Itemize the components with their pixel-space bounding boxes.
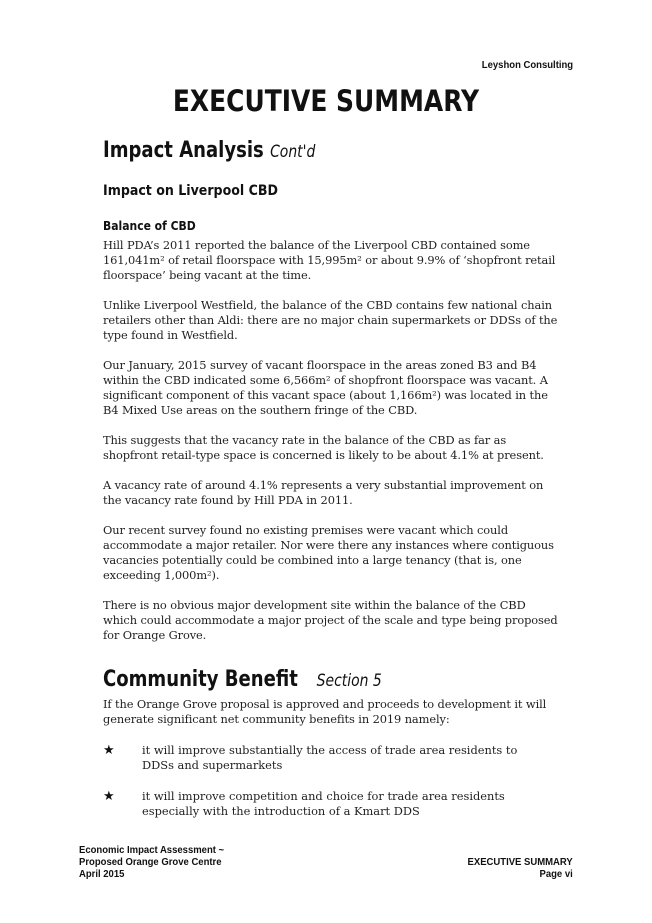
- paragraph: Our recent survey found no existing premises were vacant which could accommodate a major retailer. Nor were there any instances where contiguous vacancies potentially could be combined into a large tenancy (that is, one exceeding 1,000m²).: [103, 523, 554, 582]
- paragraph: A vacancy rate of around 4.1% represents a very substantial improvement on the vacancy rate found by Hill PDA in 2011.: [103, 478, 544, 507]
- page-title: EXECUTIVE SUMMARY: [172, 84, 480, 118]
- section-heading-text: Community Benefit: [103, 667, 298, 692]
- section-heading-community-benefit: [103, 667, 480, 692]
- bullet-text: it will improve substantially the access of trade area residents to DDSs and supermarkets: [142, 743, 518, 772]
- bullet-text: it will improve competition and choice for trade area residents especially with the introduction of a Kmart DDS: [142, 789, 505, 818]
- list-item: [103, 789, 563, 819]
- footer-section-name: EXECUTIVE SUMMARY: [467, 857, 573, 868]
- star-bullet-icon: ★: [103, 743, 115, 758]
- paragraph: Unlike Liverpool Westfield, the balance of the CBD contains few national chain retailers other than Aldi: there are no major chain supermarkets or DDSs of the type found in Westfield.: [103, 298, 558, 342]
- header-company-name: Leyshon Consulting: [481, 60, 573, 71]
- paragraph: Our January, 2015 survey of vacant floorspace in the areas zoned B3 and B4 within the CBD indicated some 6,566m² of shopfront floorspace was vacant. A significant component of this vacant space (about 1,166m²) was located in the B4 Mixed Use areas on the southern fringe of the CBD.: [103, 358, 548, 417]
- list-item: [103, 743, 563, 773]
- section-heading-suffix: Cont'd: [270, 142, 316, 162]
- document-body: [103, 138, 563, 835]
- star-bullet-icon: ★: [103, 789, 115, 804]
- paragraph: If the Orange Grove proposal is approved and proceeds to development it will generate significant net community benefits in 2019 namely:: [103, 697, 547, 726]
- subheading-impact-on-cbd: Impact on Liverpool CBD: [103, 183, 278, 199]
- paragraph: There is no obvious major development site within the balance of the CBD which could accommodate a major project of the scale and type being proposed for Orange Grove.: [103, 598, 558, 642]
- paragraph: Hill PDA’s 2011 reported the balance of the Liverpool CBD contained some 161,041m² of retail floorspace with 15,995m² or about 9.9% of ‘shopfront retail floorspace’ being vacant at the time.: [103, 238, 556, 282]
- footer-page-info: [468, 857, 573, 881]
- paragraph: This suggests that the vacancy rate in the balance of the CBD as far as shopfront retail-type space is concerned is likely to be about 4.1% at present.: [103, 433, 544, 462]
- footer-page-number: Page vi: [539, 869, 573, 880]
- section-heading-text: Impact Analysis: [103, 138, 264, 163]
- bullet-list: [103, 743, 563, 819]
- footer-line: Proposed Orange Grove Centre: [79, 857, 222, 868]
- footer-line: April 2015: [79, 869, 125, 880]
- subsubheading-balance-of-cbd: Balance of CBD: [103, 219, 196, 233]
- footer-line: Economic Impact Assessment ~: [79, 845, 225, 856]
- section-heading-suffix: Section 5: [316, 671, 382, 691]
- section-heading-impact-analysis: [103, 138, 480, 163]
- footer-document-info: [79, 845, 224, 881]
